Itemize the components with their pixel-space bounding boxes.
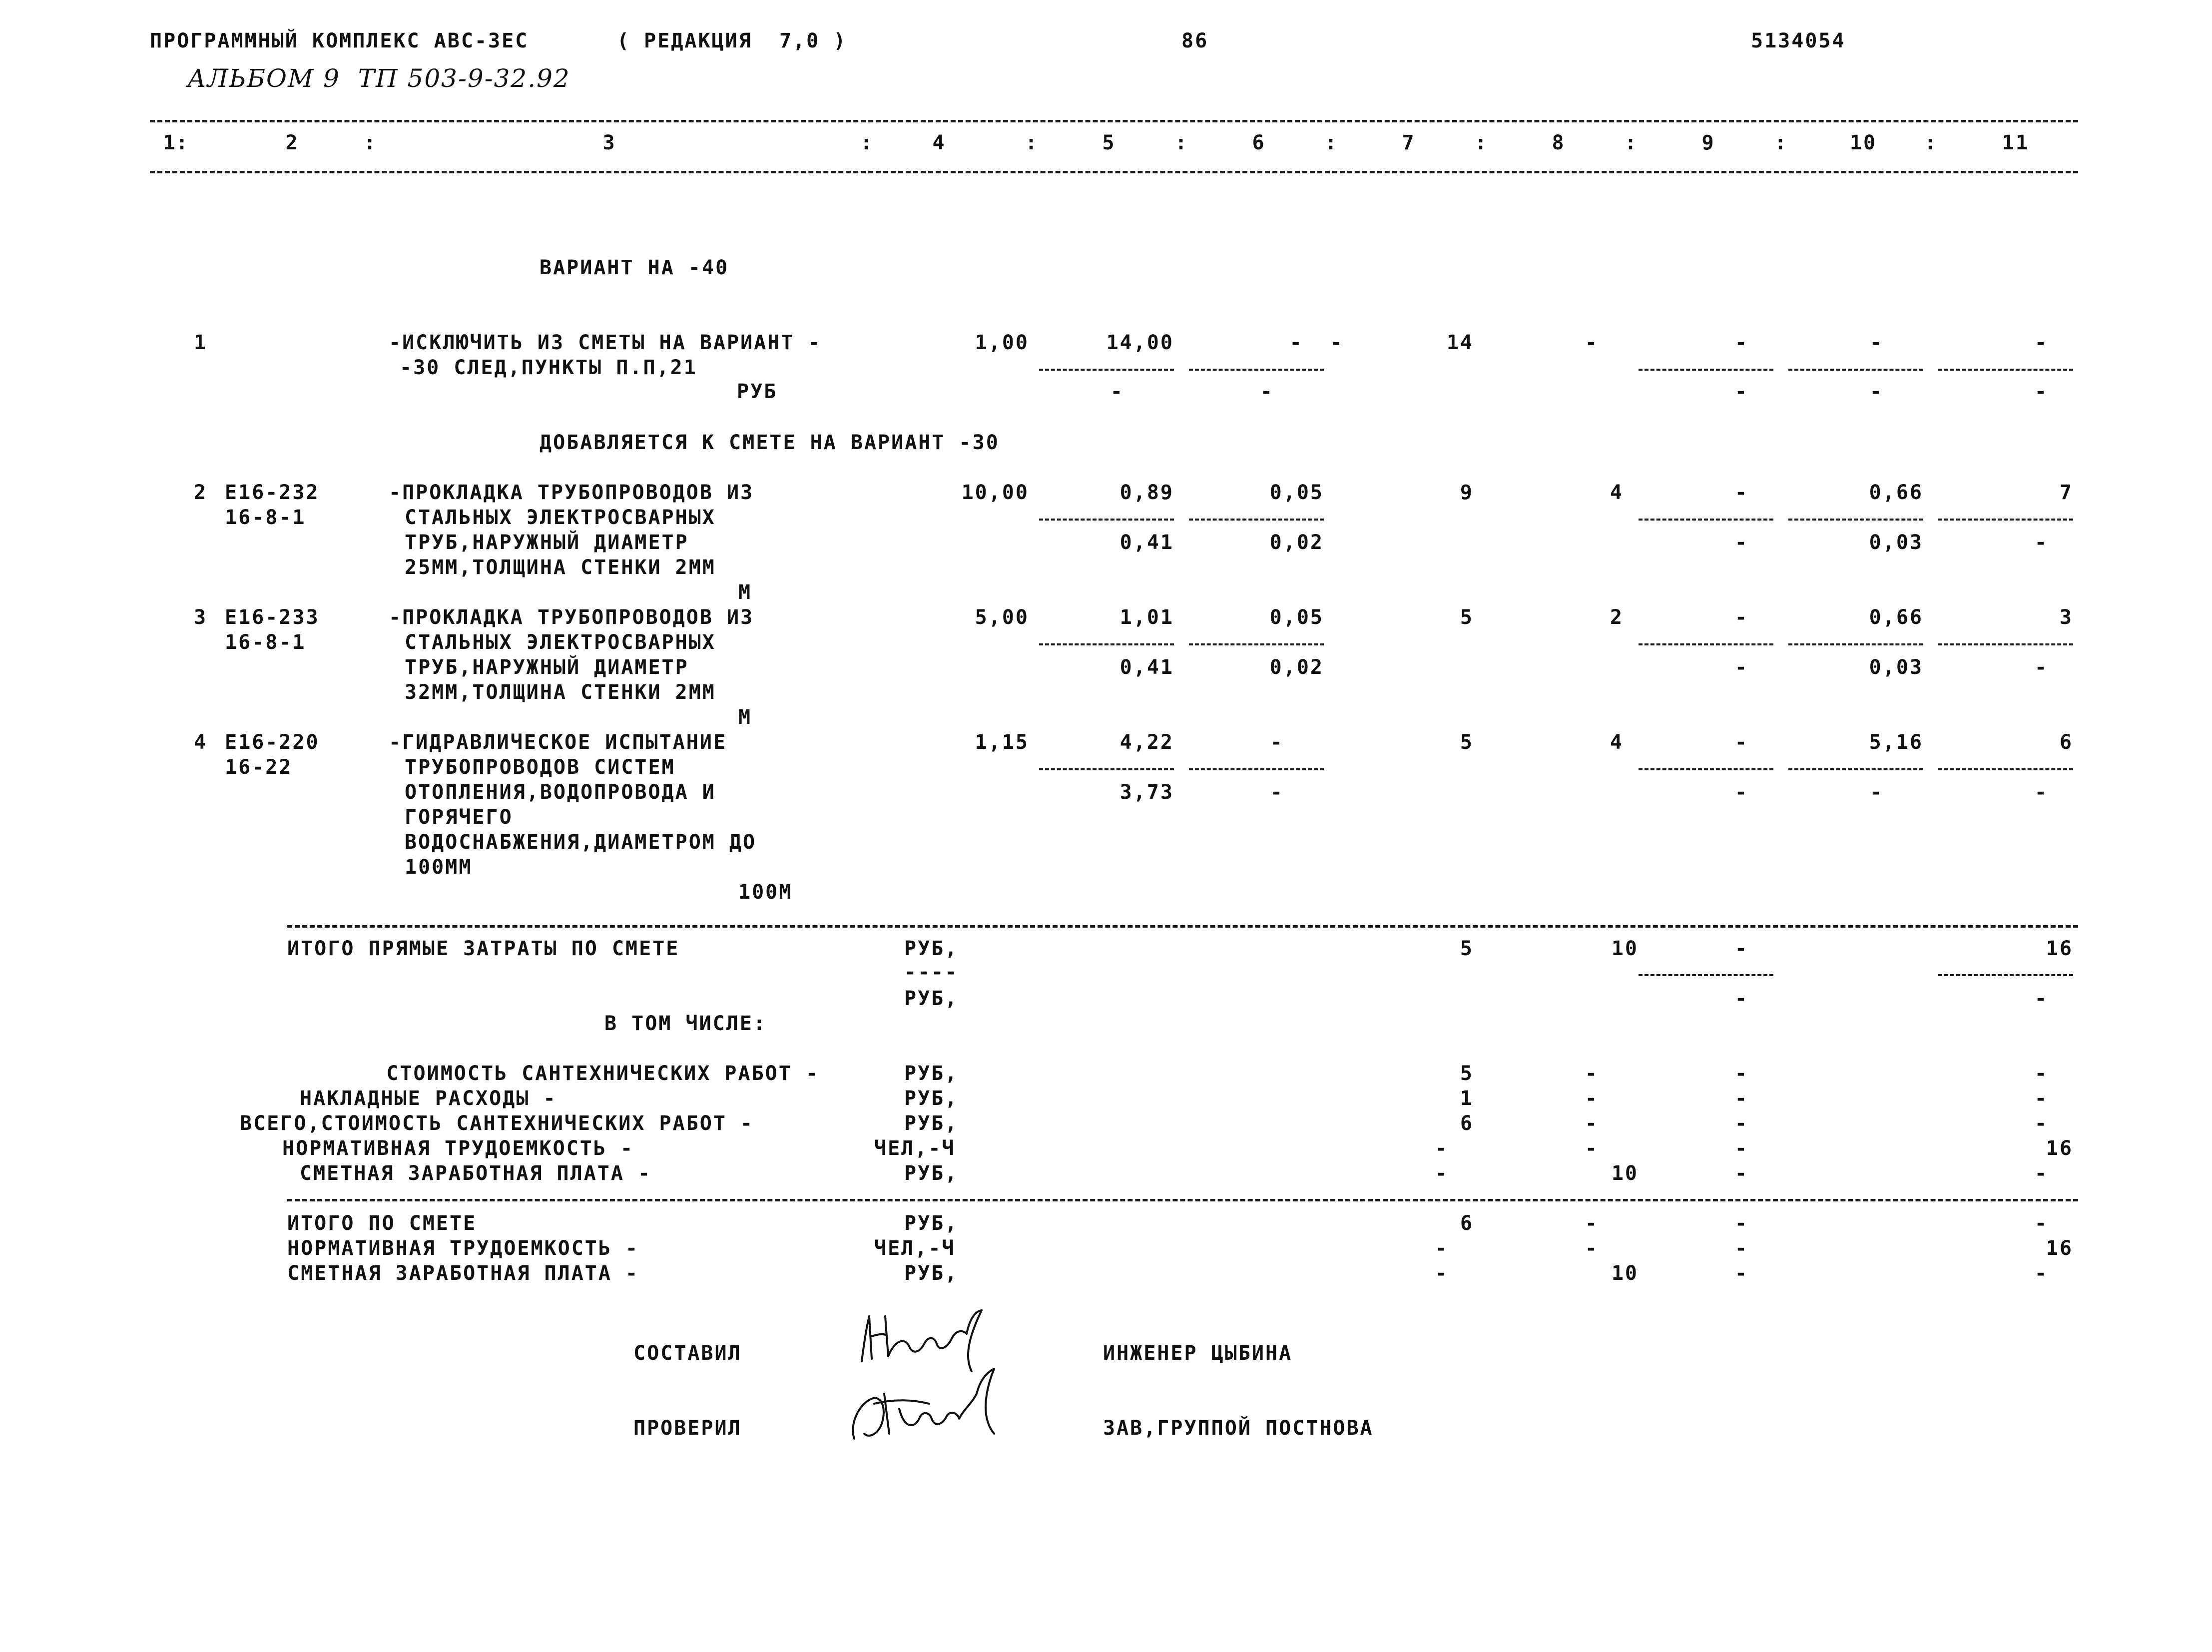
cell-col10: 0,66 — [1869, 481, 1923, 504]
cell-col8: - — [1585, 331, 1599, 354]
cell-col8: - — [1585, 1112, 1599, 1135]
program-title: ПРОГРАММНЫЙ КОМПЛЕКС АВС-3ЕС — [150, 29, 529, 52]
divider — [1938, 519, 2073, 521]
cell-col9: - — [1734, 1087, 1748, 1110]
cell-col5-wage: 3,73 — [1119, 781, 1174, 804]
column-separator: : — [1475, 131, 1489, 154]
divider — [1189, 519, 1324, 521]
column-separator: : — [1924, 131, 1938, 154]
cell-col10-wage: - — [1869, 380, 1883, 403]
cell-col9-wage: - — [1734, 531, 1748, 554]
cell-col7: 5 — [1460, 937, 1474, 960]
cell-col11: - — [2034, 1262, 2048, 1285]
cell-quantity: 5,00 — [975, 606, 1029, 629]
edition-label: ( РЕДАКЦИЯ 7,0 ) — [617, 29, 847, 52]
cell-col9: - — [1734, 331, 1748, 354]
cell-col8: 2 — [1610, 606, 1624, 629]
total-line-label: НОРМАТИВНАЯ ТРУДОЕМКОСТЬ - — [282, 1137, 634, 1160]
final-total-label: НОРМАТИВНАЯ ТРУДОЕМКОСТЬ - — [287, 1237, 639, 1260]
divider — [287, 925, 2078, 928]
total-line-unit: ЧЕЛ,-Ч — [874, 1137, 956, 1160]
cell-col11: - — [2034, 1212, 2048, 1235]
total-line-label: СТОИМОСТЬ САНТЕХНИЧЕСКИХ РАБОТ - — [386, 1062, 819, 1085]
item-description: 25ММ,ТОЛЩИНА СТЕНКИ 2ММ — [405, 556, 716, 579]
final-total-unit: РУБ, — [904, 1212, 959, 1235]
cell-col9: - — [1734, 1062, 1748, 1085]
cell-col8: 10 — [1611, 937, 1639, 960]
cell-col8: 10 — [1611, 1162, 1639, 1185]
checked-by: ЗАВ,ГРУППОЙ ПОСТНОВА — [1103, 1417, 1374, 1440]
divider — [1788, 519, 1923, 521]
column-separator: : — [176, 131, 190, 154]
cell-col5: 14,00 — [1106, 331, 1174, 354]
total-line-unit: РУБ, — [904, 1162, 959, 1185]
divider — [1189, 643, 1324, 645]
cell-col5-wage: 0,41 — [1119, 656, 1174, 679]
divider — [1639, 974, 1773, 976]
divider — [150, 120, 2078, 122]
total-line-unit: РУБ, — [904, 1087, 959, 1110]
cell-col11-wage: - — [2034, 380, 2048, 403]
column-separator: : — [1774, 131, 1788, 154]
item-code: Е16-232 — [225, 481, 320, 504]
divider — [1788, 643, 1923, 645]
item-code-secondary: 16-8-1 — [225, 506, 306, 529]
item-number: 2 — [194, 481, 208, 504]
item-description: ТРУБ,НАРУЖНЫЙ ДИАМЕТР — [405, 656, 689, 679]
section-title: ДОБАВЛЯЕТСЯ К СМЕТЕ НА ВАРИАНТ -30 — [540, 431, 1000, 454]
column-number: 6 — [1252, 131, 1266, 154]
cell-col9: - — [1734, 1262, 1748, 1285]
divider — [150, 171, 2078, 173]
cell-col7: - — [1435, 1162, 1449, 1185]
column-number: 1 — [163, 131, 177, 154]
cell-col6: 0,05 — [1269, 481, 1324, 504]
checked-label: ПРОВЕРИЛ — [633, 1417, 742, 1440]
divider — [1788, 369, 1923, 371]
column-separator: : — [1325, 131, 1339, 154]
cell-col6-wage: - — [1270, 781, 1284, 804]
column-separator: : — [1025, 131, 1039, 154]
cell-col9: - — [1734, 1137, 1748, 1160]
cell-col9: - — [1734, 1112, 1748, 1135]
item-code-secondary: 16-22 — [225, 756, 293, 779]
divider — [1938, 369, 2073, 371]
cell-col11: - — [2034, 1062, 2048, 1085]
cell-col9: - — [1734, 606, 1748, 629]
total-line-unit: РУБ, — [904, 1062, 959, 1085]
cell-col6-wage: 0,02 — [1269, 531, 1324, 554]
divider — [287, 1199, 2078, 1201]
item-code: Е16-220 — [225, 731, 320, 754]
column-number: 3 — [602, 131, 616, 154]
cell-col5-wage: - — [1110, 380, 1124, 403]
divider — [1639, 643, 1773, 645]
column-number: 11 — [2002, 131, 2030, 154]
column-number: 7 — [1402, 131, 1416, 154]
item-unit: РУБ — [737, 380, 778, 403]
cell-col7: 9 — [1460, 481, 1474, 504]
divider — [1639, 369, 1773, 371]
cell-col11: 3 — [2059, 606, 2073, 629]
document-number: 5134054 — [1751, 29, 1846, 52]
column-number: 5 — [1102, 131, 1116, 154]
cell-col11: 6 — [2059, 731, 2073, 754]
divider — [1639, 519, 1773, 521]
total-direct-label: ИТОГО ПРЯМЫЕ ЗАТРАТЫ ПО СМЕТЕ — [287, 937, 680, 960]
total-direct-unit: РУБ, — [904, 987, 959, 1010]
cell-col11: 16 — [2046, 1137, 2073, 1160]
including-label: В ТОМ ЧИСЛЕ: — [604, 1012, 767, 1035]
item-number: 3 — [194, 606, 208, 629]
cell-col7: - — [1435, 1262, 1449, 1285]
cell-col6-wage: - — [1260, 380, 1274, 403]
item-description: -ПРОКЛАДКА ТРУБОПРОВОДОВ ИЗ — [389, 481, 754, 504]
cell-col9-wage: - — [1734, 380, 1748, 403]
column-separator: : — [1175, 131, 1189, 154]
item-description: ОТОПЛЕНИЯ,ВОДОПРОВОДА И — [405, 781, 716, 804]
item-description: -30 СЛЕД,ПУНКТЫ П.П,21 — [400, 356, 697, 379]
item-description: 32ММ,ТОЛЩИНА СТЕНКИ 2ММ — [405, 681, 716, 704]
cell-col8: - — [1585, 1087, 1599, 1110]
cell-col9: - — [1734, 731, 1748, 754]
cell-col11-wage: - — [2034, 656, 2048, 679]
item-unit: М — [738, 581, 752, 604]
cell-col7: 5 — [1460, 731, 1474, 754]
cell-col8: - — [1585, 1212, 1599, 1235]
item-description: -ГИДРАВЛИЧЕСКОЕ ИСПЫТАНИЕ — [389, 731, 727, 754]
cell-col9: - — [1734, 937, 1748, 960]
cell-col11: - — [2034, 1162, 2048, 1185]
cell-col7: 14 — [1446, 331, 1474, 354]
divider — [1639, 768, 1773, 770]
cell-col10-wage: 0,03 — [1869, 656, 1923, 679]
cell-col9: - — [1734, 1237, 1748, 1260]
column-number: 4 — [932, 131, 946, 154]
divider — [1039, 519, 1174, 521]
item-code: Е16-233 — [225, 606, 320, 629]
total-line-label: НАКЛАДНЫЕ РАСХОДЫ - — [300, 1087, 557, 1110]
cell-col11: 7 — [2059, 481, 2073, 504]
total-direct-unit: РУБ, — [904, 937, 959, 960]
column-number: 8 — [1552, 131, 1566, 154]
divider — [1938, 768, 2073, 770]
cell-col8: 4 — [1610, 731, 1624, 754]
total-line-label: ВСЕГО,СТОИМОСТЬ САНТЕХНИЧЕСКИХ РАБОТ - — [240, 1112, 754, 1135]
final-total-label: СМЕТНАЯ ЗАРАБОТНАЯ ПЛАТА - — [287, 1262, 639, 1285]
cell-quantity: 1,00 — [975, 331, 1029, 354]
cell-col7: 5 — [1460, 606, 1474, 629]
cell-col5: 1,01 — [1119, 606, 1174, 629]
cell-col11: 16 — [2046, 1237, 2073, 1260]
compiled-by: ИНЖЕНЕР ЦЫБИНА — [1103, 1342, 1293, 1365]
item-number: 4 — [194, 731, 208, 754]
cell-col10: 0,66 — [1869, 606, 1923, 629]
item-description: ТРУБ,НАРУЖНЫЙ ДИАМЕТР — [405, 531, 689, 554]
cell-col7: - — [1435, 1237, 1449, 1260]
final-total-unit: РУБ, — [904, 1262, 959, 1285]
cell-col9-wage: - — [1734, 781, 1748, 804]
cell-col8: 4 — [1610, 481, 1624, 504]
cell-col6-wage: 0,02 — [1269, 656, 1324, 679]
item-description: 100ММ — [405, 856, 473, 879]
cell-col9: - — [1734, 481, 1748, 504]
divider — [1189, 369, 1324, 371]
cell-col8: - — [1585, 1237, 1599, 1260]
total-line-unit: РУБ, — [904, 1112, 959, 1135]
cell-col10-wage: 0,03 — [1869, 531, 1923, 554]
item-unit: 100М — [738, 881, 793, 904]
divider — [1938, 974, 2073, 976]
cell-col8: - — [1585, 1062, 1599, 1085]
cell-col9: - — [1734, 1162, 1748, 1185]
cell-col11-wage: - — [2034, 781, 2048, 804]
cell-col10: - — [1869, 331, 1883, 354]
cell-col7: 6 — [1460, 1112, 1474, 1135]
item-description: -ИСКЛЮЧИТЬ ИЗ СМЕТЫ НА ВАРИАНТ - — [389, 331, 822, 354]
cell-col8: 10 — [1611, 1262, 1639, 1285]
column-separator: : — [364, 131, 378, 154]
column-separator: : — [1625, 131, 1639, 154]
cell-col7: 1 — [1460, 1087, 1474, 1110]
cell-col11: - — [2034, 1087, 2048, 1110]
cell-quantity: 10,00 — [961, 481, 1029, 504]
total-direct-unit-rule: ---- — [904, 961, 959, 984]
cell-col11-wage: - — [2034, 531, 2048, 554]
cell-col6: 0,05 — [1269, 606, 1324, 629]
item-description: СТАЛЬНЫХ ЭЛЕКТРОСВАРНЫХ — [405, 506, 716, 529]
divider — [1938, 643, 2073, 645]
column-number: 2 — [285, 131, 299, 154]
section-title: ВАРИАНТ НА -40 — [540, 256, 729, 279]
cell-col10-wage: - — [1869, 781, 1883, 804]
total-line-label: СМЕТНАЯ ЗАРАБОТНАЯ ПЛАТА - — [300, 1162, 652, 1185]
divider — [1039, 768, 1174, 770]
cell-col6: - — [1270, 731, 1284, 754]
final-total-unit: ЧЕЛ,-Ч — [874, 1237, 956, 1260]
cell-col7: - — [1435, 1137, 1449, 1160]
divider — [1039, 643, 1174, 645]
cell-col7: 5 — [1460, 1062, 1474, 1085]
cell-col11-wage: - — [2034, 987, 2048, 1010]
cell-col10: 5,16 — [1869, 731, 1923, 754]
cell-col9-wage: - — [1734, 987, 1748, 1010]
item-unit: М — [738, 706, 752, 729]
cell-col5: 4,22 — [1119, 731, 1174, 754]
item-description: СТАЛЬНЫХ ЭЛЕКТРОСВАРНЫХ — [405, 631, 716, 654]
item-code-secondary: 16-8-1 — [225, 631, 306, 654]
cell-col9-wage: - — [1734, 656, 1748, 679]
item-description: -ПРОКЛАДКА ТРУБОПРОВОДОВ ИЗ — [389, 606, 754, 629]
cell-col7: 6 — [1460, 1212, 1474, 1235]
cell-quantity: 1,15 — [975, 731, 1029, 754]
item-number: 1 — [194, 331, 208, 354]
divider — [1788, 768, 1923, 770]
item-description: ВОДОСНАБЖЕНИЯ,ДИАМЕТРОМ ДО — [405, 831, 757, 854]
divider — [1189, 768, 1324, 770]
column-number: 10 — [1849, 131, 1877, 154]
cell-col5: 0,89 — [1119, 481, 1174, 504]
cell-col8: - — [1585, 1137, 1599, 1160]
cell-col5-wage: 0,41 — [1119, 531, 1174, 554]
signature-checked — [844, 1364, 1014, 1449]
cell-col9: - — [1734, 1212, 1748, 1235]
item-description: ТРУБОПРОВОДОВ СИСТЕМ — [405, 756, 675, 779]
item-description: ГОРЯЧЕГО — [405, 806, 513, 829]
cell-col6: - - — [1289, 331, 1344, 354]
page-number: 86 — [1181, 29, 1209, 52]
column-separator: : — [860, 131, 874, 154]
divider — [1039, 369, 1174, 371]
final-total-label: ИТОГО ПО СМЕТЕ — [287, 1212, 477, 1235]
cell-col11: - — [2034, 331, 2048, 354]
cell-col11: - — [2034, 1112, 2048, 1135]
compiled-label: СОСТАВИЛ — [633, 1342, 742, 1365]
album-stamp: АЛЬБОМ 9 ТП 503-9-32.92 — [187, 64, 570, 93]
column-number: 9 — [1701, 131, 1715, 154]
cell-col11: 16 — [2046, 937, 2073, 960]
